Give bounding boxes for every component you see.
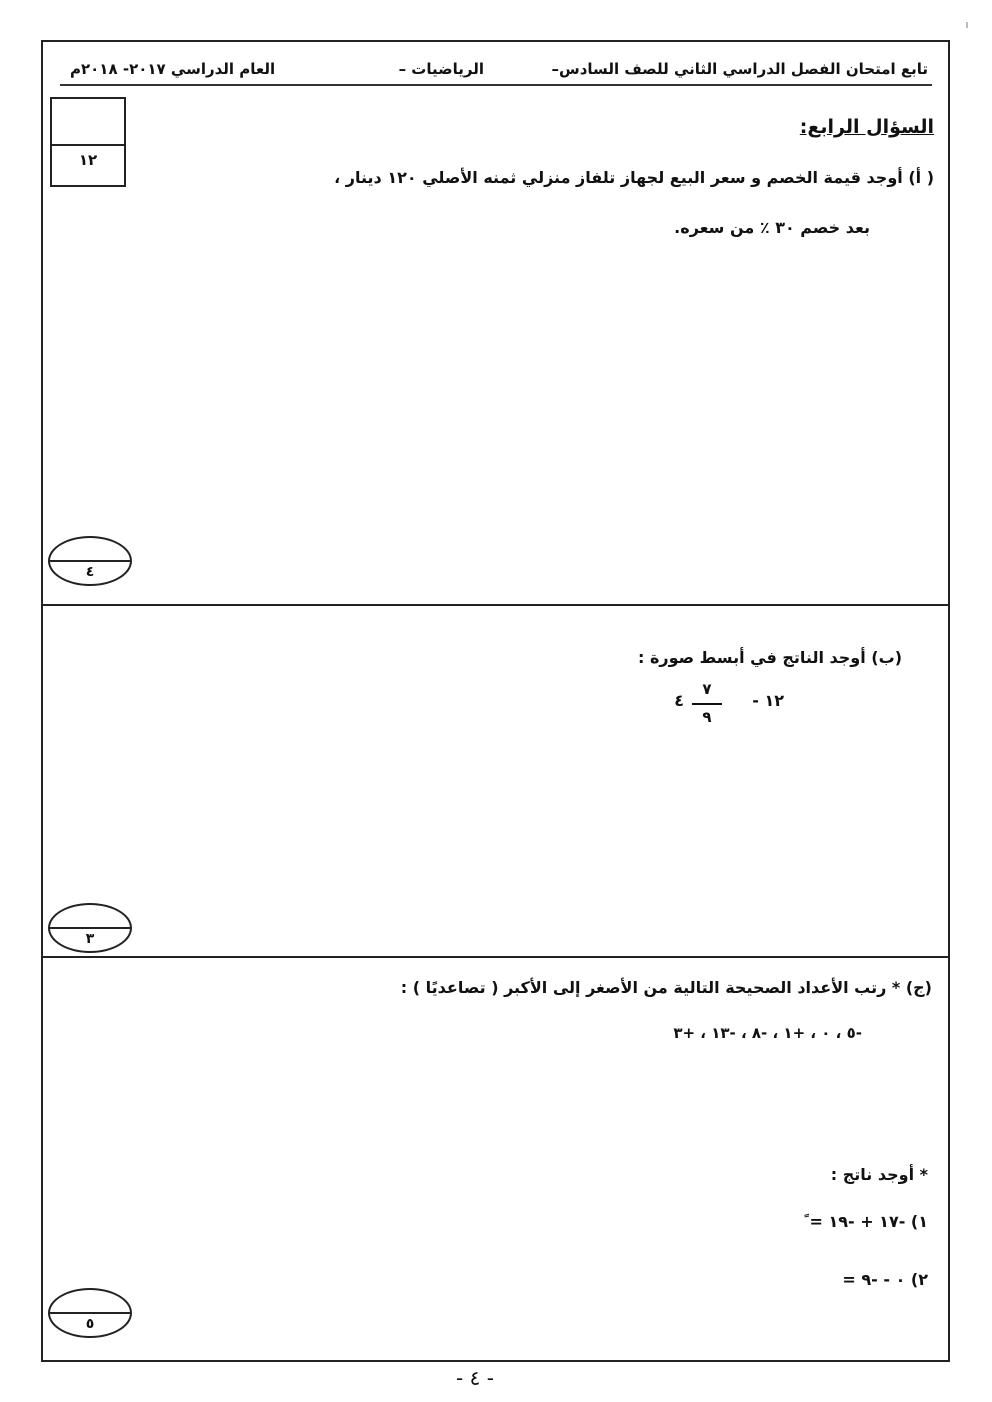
part-b-expression-lead: ١٢ -: [752, 691, 784, 710]
part-c-score: ٥: [85, 1316, 95, 1332]
part-c-score-oval: [48, 1288, 132, 1338]
page-number: - ٤ -: [456, 1366, 494, 1390]
section-divider-2: [41, 956, 950, 958]
fraction-numerator: ٧: [702, 680, 712, 698]
total-score-box: [50, 97, 126, 187]
scan-mark: [966, 22, 968, 28]
part-c-find-label: * أوجد ناتج :: [830, 1165, 928, 1184]
part-c-prompt: (ج) * رتب الأعداد الصحيحة التالية من الأصغر إلى الأكبر ( تصاعديًا ) :: [400, 978, 932, 997]
part-b-score-oval: [48, 903, 132, 953]
section-divider-1: [41, 604, 950, 606]
page-frame: [41, 40, 950, 1362]
part-b-fraction: [690, 680, 724, 728]
exam-header: [60, 58, 932, 86]
part-b-score: ٣: [85, 931, 95, 947]
exam-title: تابع امتحان الفصل الدراسي الثاني للصف السادس–: [551, 60, 928, 78]
part-b-whole-number: ٤: [674, 691, 684, 710]
part-a-line1: ( أ) أوجد قيمة الخصم و سعر البيع لجهاز تلفاز منزلي ثمنه الأصلي ١٢٠ دينار ،: [334, 168, 934, 187]
exam-subject: الرياضيات –: [398, 60, 484, 78]
part-c-numbers: -٥ ، ٠ ، +١ ، -٨ ، -١٣ ، +٣: [673, 1024, 862, 1042]
part-a-score-oval: [48, 536, 132, 586]
part-c-item1: ١) -١٧ + -١٩ = ً: [804, 1212, 928, 1231]
part-b-prompt: (ب) أوجد الناتج في أبسط صورة :: [637, 648, 902, 667]
question-title: السؤال الرابع:: [799, 116, 934, 138]
fraction-denominator: ٩: [702, 708, 712, 726]
total-score: ١٢: [78, 151, 98, 169]
part-c-item2: ٢) ٠ - -٩ =: [842, 1270, 928, 1289]
part-a-score: ٤: [85, 564, 95, 580]
part-a-line2: بعد خصم ٣٠ ٪ من سعره.: [674, 218, 870, 237]
exam-year: العام الدراسي ٢٠١٧- ٢٠١٨م: [70, 60, 276, 78]
